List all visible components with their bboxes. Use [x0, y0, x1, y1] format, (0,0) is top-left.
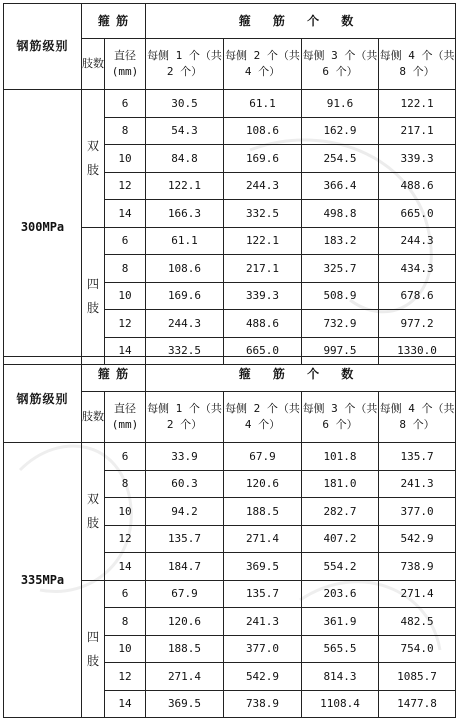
- area-value-cell: 325.7: [302, 255, 379, 283]
- area-value-cell: 169.6: [146, 282, 224, 310]
- area-value-cell: 407.2: [302, 525, 379, 553]
- diameter-cell: 14: [105, 690, 146, 718]
- area-value-cell: 244.3: [146, 310, 224, 338]
- area-value-cell: 254.5: [302, 145, 379, 173]
- area-value-cell: 1108.4: [302, 690, 379, 718]
- area-value-cell: 244.3: [224, 172, 302, 200]
- area-value-cell: 244.3: [379, 227, 456, 255]
- area-value-cell: 434.3: [379, 255, 456, 283]
- area-value-cell: 738.9: [224, 690, 302, 718]
- count-column-header: 每侧 2 个（共 4 个）: [224, 39, 302, 90]
- area-value-cell: 754.0: [379, 635, 456, 663]
- area-value-cell: 665.0: [379, 200, 456, 228]
- count-column-header: 每侧 1 个（共 2 个）: [146, 39, 224, 90]
- area-value-cell: 60.3: [146, 470, 224, 498]
- limbs-header: 肢数: [82, 392, 105, 443]
- header-row: [4, 357, 456, 392]
- area-value-cell: 814.3: [302, 663, 379, 691]
- table-row: [4, 443, 456, 471]
- area-value-cell: 554.2: [302, 553, 379, 581]
- area-value-cell: 184.7: [146, 553, 224, 581]
- diameter-cell: 14: [105, 200, 146, 228]
- count-column-header: 每侧 3 个（共 6 个）: [302, 39, 379, 90]
- area-value-cell: 84.8: [146, 145, 224, 173]
- area-value-cell: 366.4: [302, 172, 379, 200]
- area-value-cell: 332.5: [146, 337, 224, 365]
- table-body: [4, 357, 456, 718]
- diameter-cell: 6: [105, 443, 146, 471]
- area-value-cell: 1085.7: [379, 663, 456, 691]
- diameter-cell: 14: [105, 553, 146, 581]
- diameter-cell: 6: [105, 90, 146, 118]
- area-value-cell: 61.1: [224, 90, 302, 118]
- area-value-cell: 67.9: [224, 443, 302, 471]
- count-header: 箍 筋 个 数: [146, 357, 456, 392]
- area-value-cell: 30.5: [146, 90, 224, 118]
- diameter-cell: 10: [105, 282, 146, 310]
- steel-grade: 335MPa: [4, 443, 82, 718]
- area-value-cell: 488.6: [379, 172, 456, 200]
- area-value-cell: 1330.0: [379, 337, 456, 365]
- area-value-cell: 166.3: [146, 200, 224, 228]
- area-value-cell: 732.9: [302, 310, 379, 338]
- diameter-cell: 10: [105, 498, 146, 526]
- diameter-cell: 8: [105, 255, 146, 283]
- area-value-cell: 67.9: [146, 580, 224, 608]
- area-value-cell: 183.2: [302, 227, 379, 255]
- area-value-cell: 241.3: [379, 470, 456, 498]
- area-value-cell: 508.9: [302, 282, 379, 310]
- steel-grade: 300MPa: [4, 90, 82, 365]
- area-value-cell: 738.9: [379, 553, 456, 581]
- area-value-cell: 94.2: [146, 498, 224, 526]
- area-value-cell: 482.5: [379, 608, 456, 636]
- area-value-cell: 120.6: [146, 608, 224, 636]
- limbs-cell: 双肢: [82, 443, 105, 581]
- area-value-cell: 271.4: [379, 580, 456, 608]
- area-value-cell: 542.9: [224, 663, 302, 691]
- limbs-cell: 四肢: [82, 227, 105, 365]
- stirrup-header: 箍 筋: [82, 357, 146, 392]
- diameter-cell: 12: [105, 310, 146, 338]
- area-value-cell: 488.6: [224, 310, 302, 338]
- count-column-header: 每侧 4 个（共 8 个）: [379, 39, 456, 90]
- area-value-cell: 122.1: [146, 172, 224, 200]
- diameter-cell: 8: [105, 470, 146, 498]
- area-value-cell: 361.9: [302, 608, 379, 636]
- limbs-cell: 双肢: [82, 90, 105, 228]
- area-value-cell: 678.6: [379, 282, 456, 310]
- area-value-cell: 339.3: [379, 145, 456, 173]
- area-value-cell: 203.6: [302, 580, 379, 608]
- area-value-cell: 369.5: [146, 690, 224, 718]
- diameter-cell: 6: [105, 580, 146, 608]
- stirrup-table-300mpa: [3, 3, 456, 365]
- area-value-cell: 61.1: [146, 227, 224, 255]
- area-value-cell: 135.7: [146, 525, 224, 553]
- count-column-header: 每侧 1 个（共 2 个）: [146, 392, 224, 443]
- diameter-cell: 14: [105, 337, 146, 365]
- area-value-cell: 120.6: [224, 470, 302, 498]
- diameter-cell: 12: [105, 663, 146, 691]
- area-value-cell: 977.2: [379, 310, 456, 338]
- count-column-header: 每侧 3 个（共 6 个）: [302, 392, 379, 443]
- area-value-cell: 188.5: [146, 635, 224, 663]
- diameter-cell: 10: [105, 635, 146, 663]
- table-body: [4, 4, 456, 365]
- count-header: 箍 筋 个 数: [146, 4, 456, 39]
- area-value-cell: 332.5: [224, 200, 302, 228]
- limbs-header: 肢数: [82, 39, 105, 90]
- diameter-cell: 6: [105, 227, 146, 255]
- area-value-cell: 54.3: [146, 117, 224, 145]
- area-value-cell: 271.4: [146, 663, 224, 691]
- area-value-cell: 369.5: [224, 553, 302, 581]
- diameter-header: 直径(mm): [105, 39, 146, 90]
- area-value-cell: 181.0: [302, 470, 379, 498]
- area-value-cell: 101.8: [302, 443, 379, 471]
- stirrup-table-335mpa: [3, 356, 456, 718]
- area-value-cell: 122.1: [224, 227, 302, 255]
- diameter-cell: 12: [105, 172, 146, 200]
- limbs-cell: 四肢: [82, 580, 105, 718]
- grade-header: 钢筋级别: [4, 357, 82, 443]
- area-value-cell: 108.6: [224, 117, 302, 145]
- header-row: [4, 4, 456, 39]
- area-value-cell: 217.1: [224, 255, 302, 283]
- area-value-cell: 665.0: [224, 337, 302, 365]
- count-column-header: 每侧 2 个（共 4 个）: [224, 392, 302, 443]
- table-row: [4, 90, 456, 118]
- area-value-cell: 162.9: [302, 117, 379, 145]
- area-value-cell: 997.5: [302, 337, 379, 365]
- area-value-cell: 169.6: [224, 145, 302, 173]
- area-value-cell: 91.6: [302, 90, 379, 118]
- area-value-cell: 542.9: [379, 525, 456, 553]
- diameter-cell: 10: [105, 145, 146, 173]
- area-value-cell: 122.1: [379, 90, 456, 118]
- diameter-cell: 8: [105, 608, 146, 636]
- area-value-cell: 498.8: [302, 200, 379, 228]
- area-value-cell: 377.0: [379, 498, 456, 526]
- area-value-cell: 271.4: [224, 525, 302, 553]
- area-value-cell: 241.3: [224, 608, 302, 636]
- area-value-cell: 282.7: [302, 498, 379, 526]
- area-value-cell: 377.0: [224, 635, 302, 663]
- area-value-cell: 1477.8: [379, 690, 456, 718]
- diameter-cell: 8: [105, 117, 146, 145]
- stirrup-header: 箍 筋: [82, 4, 146, 39]
- area-value-cell: 33.9: [146, 443, 224, 471]
- count-column-header: 每侧 4 个（共 8 个）: [379, 392, 456, 443]
- area-value-cell: 135.7: [379, 443, 456, 471]
- area-value-cell: 188.5: [224, 498, 302, 526]
- grade-header: 钢筋级别: [4, 4, 82, 90]
- area-value-cell: 108.6: [146, 255, 224, 283]
- area-value-cell: 565.5: [302, 635, 379, 663]
- area-value-cell: 135.7: [224, 580, 302, 608]
- area-value-cell: 339.3: [224, 282, 302, 310]
- diameter-header: 直径(mm): [105, 392, 146, 443]
- diameter-cell: 12: [105, 525, 146, 553]
- area-value-cell: 217.1: [379, 117, 456, 145]
